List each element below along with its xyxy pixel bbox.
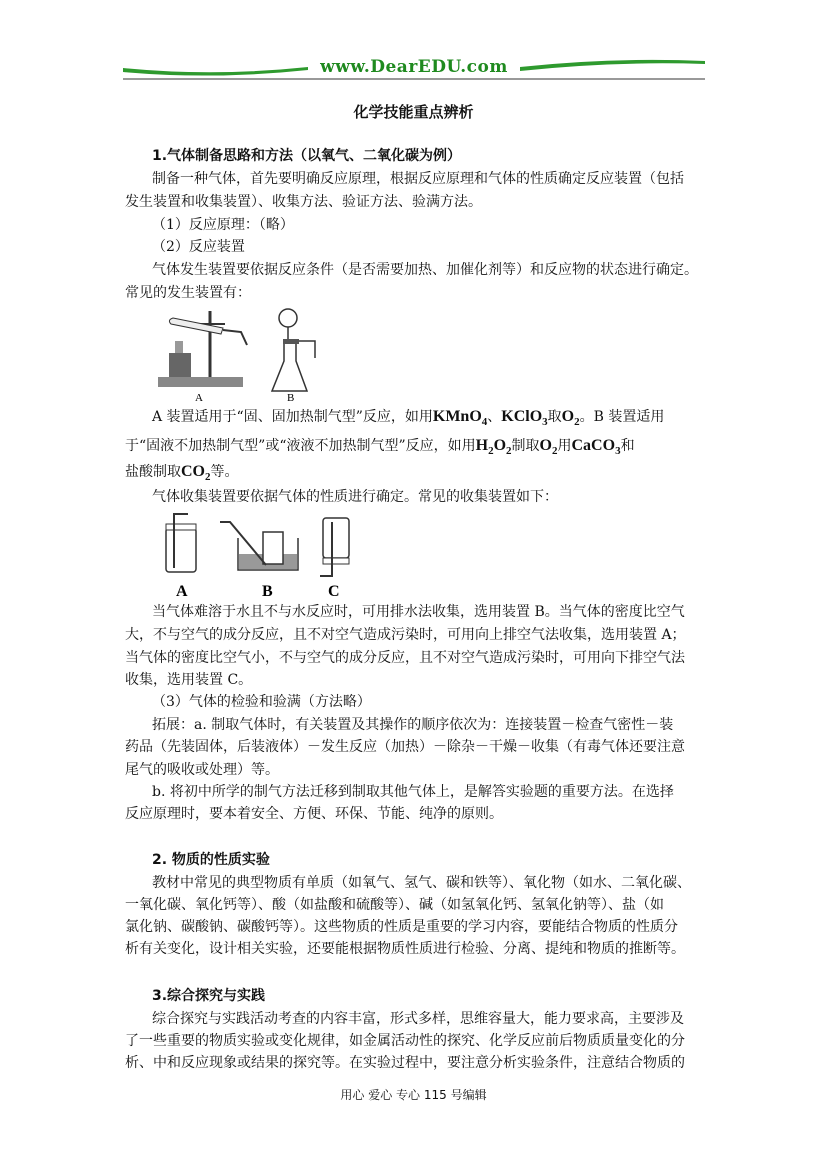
section-2-heading: 2. 物质的性质实验	[152, 852, 270, 868]
paragraph: 发生装置和收集装置）、收集方法、验证方法、验满方法。	[125, 194, 482, 210]
paragraph: 教材中常见的典型物质有单质（如氧气、氢气、碳和铁等）、氧化物（如水、二氧化碳、	[152, 875, 691, 891]
site-logo[interactable]: www.DearEDU.com	[320, 57, 508, 77]
paragraph: 气体发生装置要依据反应条件（是否需要加热、加催化剂等）和反应物的状态进行确定。	[152, 262, 698, 278]
paragraph: 尾气的吸收或处理）等。	[125, 762, 279, 778]
paragraph: 收集，选用装置 C。	[125, 672, 253, 688]
paragraph: 反应原理时，要本着安全、方便、环保、节能、纯净的原则。	[125, 806, 503, 822]
collection-apparatus-drawing	[158, 510, 358, 600]
formula-caco3: CaCO$_3$	[571, 437, 621, 458]
generator-apparatus-drawing	[155, 303, 325, 403]
paragraph: 综合探究与实践活动考查的内容丰富，形式多样，思维容量大，能力要求高，主要涉及	[152, 1011, 684, 1027]
page-footer: 用心 爱心 专心 115 号编辑	[340, 1088, 487, 1102]
paragraph: 一氧化碳、氧化钙等）、酸（如盐酸和硫酸等）、碱（如氢氧化钙、氢氧化钠等）、盐（如	[125, 897, 664, 913]
paragraph: 药品（先装固体，后装液体）－发生反应（加热）－除杂－干燥－收集（有毒气体还要注意	[125, 739, 685, 755]
formula-co2: $CO_2$	[181, 463, 211, 484]
paragraph: 了一些重要的物质实验或变化规律，如金属活动性的探究、化学反应前后物质质量变化的分	[125, 1033, 685, 1049]
paragraph: A 装置适用于“固、固加热制气型”反应，如用KMnO$_4$、KClO$_3$取$O_2$。B 装置适用	[152, 408, 665, 429]
paragraph: 盐酸制取$CO_2$等。	[125, 463, 239, 484]
paragraph: 气体收集装置要依据气体的性质进行确定。常见的收集装置如下：	[152, 489, 558, 505]
formula-kmno4: KMnO$_4$	[432, 408, 488, 429]
paragraph: b. 将初中所学的制气方法迁移到制取其他气体上，是解答实验题的重要方法。在选择	[152, 784, 674, 800]
page-title: 化学技能重点辨析	[353, 103, 474, 121]
formula-h2o2: $H_2O_2$	[475, 437, 512, 458]
paragraph: 于“固液不加热制气型”或“液液不加热制气型”反应，如用$H_2O_2$制取$O_2$用CaCO$_3$和	[125, 437, 635, 458]
list-item: （2）反应装置	[152, 239, 245, 255]
site-header	[123, 55, 705, 85]
paragraph: 大，不与空气的成分反应，且不对空气造成污染时，可用向上排空气法收集，选用装置 A；	[125, 627, 686, 643]
list-item: （3）气体的检验和验满（方法略）	[152, 694, 371, 710]
section-3-heading: 3.综合探究与实践	[152, 988, 266, 1004]
section-1-heading: 1.气体制备思路和方法（以氧气、二氧化碳为例）	[152, 148, 462, 164]
formula-kclo3: KClO$_3$	[501, 408, 548, 429]
generator-apparatus-figure	[155, 303, 325, 403]
paragraph: 当气体难溶于水且不与水反应时，可用排水法收集，选用装置 B。当气体的密度比空气	[152, 604, 685, 620]
paragraph: 析、中和反应现象或结果的探究等。在实验过程中，要注意分析实验条件，注意结合物质的	[125, 1055, 685, 1071]
figure-label: A	[195, 392, 203, 403]
paragraph: 氯化钠、碳酸钠、碳酸钙等）。这些物质的性质是重要的学习内容，要能结合物质的性质分	[125, 919, 678, 935]
paragraph: 常见的发生装置有：	[125, 285, 251, 301]
formula-o2: $O_2$	[561, 408, 580, 429]
formula-o2: $O_2$	[539, 437, 558, 458]
paragraph: 制备一种气体，首先要明确反应原理，根据反应原理和气体的性质确定反应装置（包括	[152, 171, 684, 187]
figure-label: A	[176, 583, 188, 600]
figure-label: C	[328, 583, 340, 600]
paragraph: 拓展：a. 制取气体时，有关装置及其操作的顺序依次为：连接装置－检查气密性－装	[152, 717, 674, 733]
paragraph: 析有关变化，设计相关实验，还要能根据物质性质进行检验、分离、提纯和物质的推断等。	[125, 941, 685, 957]
figure-label: B	[262, 583, 273, 600]
paragraph: 当气体的密度比空气小，不与空气的成分反应，且不对空气造成污染时，可用向下排空气法	[125, 650, 685, 666]
collection-apparatus-figure	[158, 510, 358, 600]
list-item: （1）反应原理：（略）	[152, 217, 294, 233]
figure-label: B	[287, 392, 295, 403]
